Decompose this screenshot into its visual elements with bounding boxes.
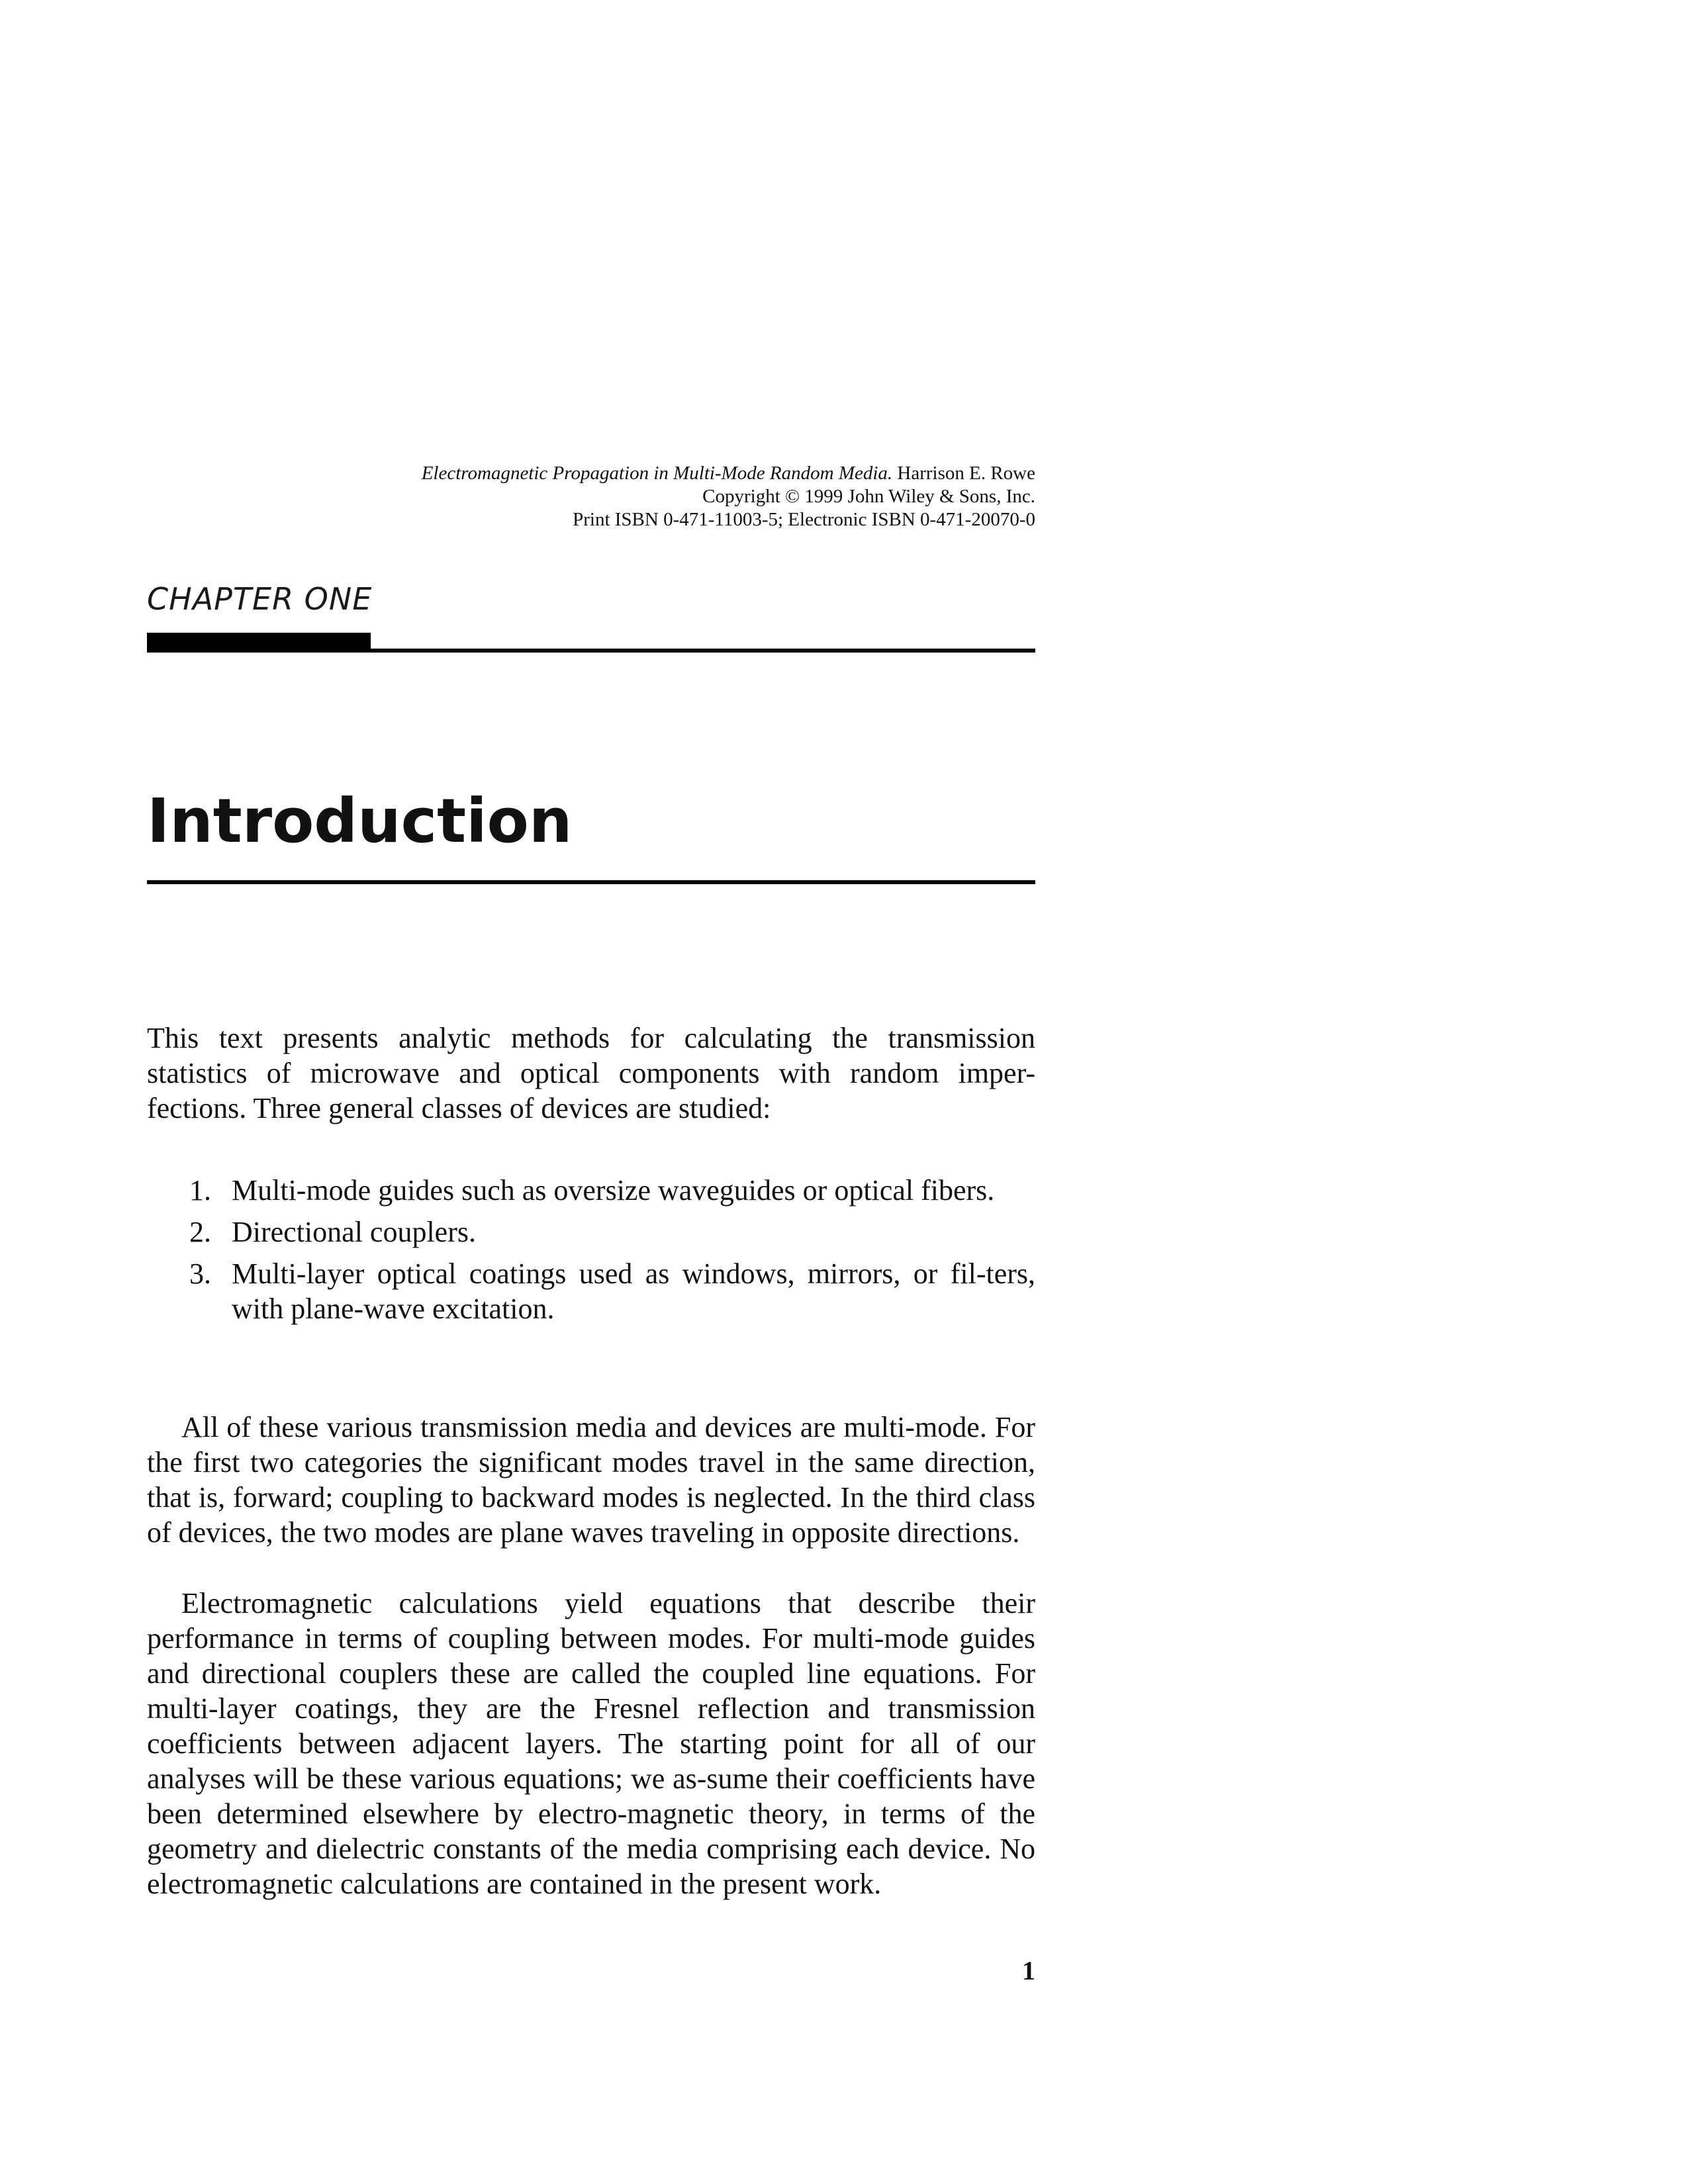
page-number: 1	[1022, 1956, 1035, 1985]
paragraph-multimode: All of these various transmission media and devices are multi-mode. For the first two categories the significant modes travel in the same direction, that is, forward; coupling to backward modes is neglected. In the third class of devices, the two modes are plane waves traveling in opposite directions.	[147, 1411, 1035, 1549]
list-item	[147, 1214, 1035, 1250]
chapter-rule-line	[371, 649, 1035, 653]
list-item	[147, 1173, 1035, 1208]
book-citation-line	[147, 462, 1035, 485]
book-title: Electromagnetic Propagation in Multi-Mode Random Media.	[421, 463, 893, 484]
list-item	[147, 1256, 1035, 1326]
list-text: Multi-mode guides such as oversize waveguides or optical fibers.	[232, 1174, 995, 1206]
chapter-rule-block	[147, 633, 371, 653]
list-text: Directional couplers.	[232, 1216, 476, 1248]
list-text: Multi-layer optical coatings used as windows, mirrors, or fil-ters, with plane-wave excitation.	[232, 1257, 1035, 1325]
list-number: 1.	[189, 1174, 211, 1206]
list-number: 2.	[189, 1216, 211, 1248]
title-underline	[147, 880, 1035, 884]
copyright-block	[147, 462, 1035, 531]
author-name: Harrison E. Rowe	[892, 463, 1035, 484]
chapter-title: Introduction	[147, 786, 573, 856]
paragraph-electromagnetic: Electromagnetic calculations yield equations that describe their performance in terms of coupling between modes. For multi-mode guides and directional couplers these are called the coupled line equations. For multi-layer coatings, they are the Fresnel reflection and transmission coefficients between adjacent layers. The starting point for all of our analyses will be these various equations; we as-sume their coefficients have been determined elsewhere by electro-magnetic theory, in terms of the geometry and dielectric constants of the media comprising each device. No electromagnetic calculations are contained in the present work.	[147, 1587, 1035, 1900]
device-class-list	[147, 1173, 1035, 1333]
isbn-line: Print ISBN 0-471-11003-5; Electronic ISBN 0-471-20070-0	[573, 509, 1035, 530]
chapter-label: CHAPTER ONE	[147, 581, 373, 617]
copyright-line: Copyright © 1999 John Wiley & Sons, Inc.	[702, 486, 1035, 507]
paragraph-intro: This text presents analytic methods for calculating the transmission statistics of microwave and optical components with random imper-fections. Three general classes of devices are studied:	[147, 1022, 1035, 1124]
list-number: 3.	[189, 1257, 211, 1290]
